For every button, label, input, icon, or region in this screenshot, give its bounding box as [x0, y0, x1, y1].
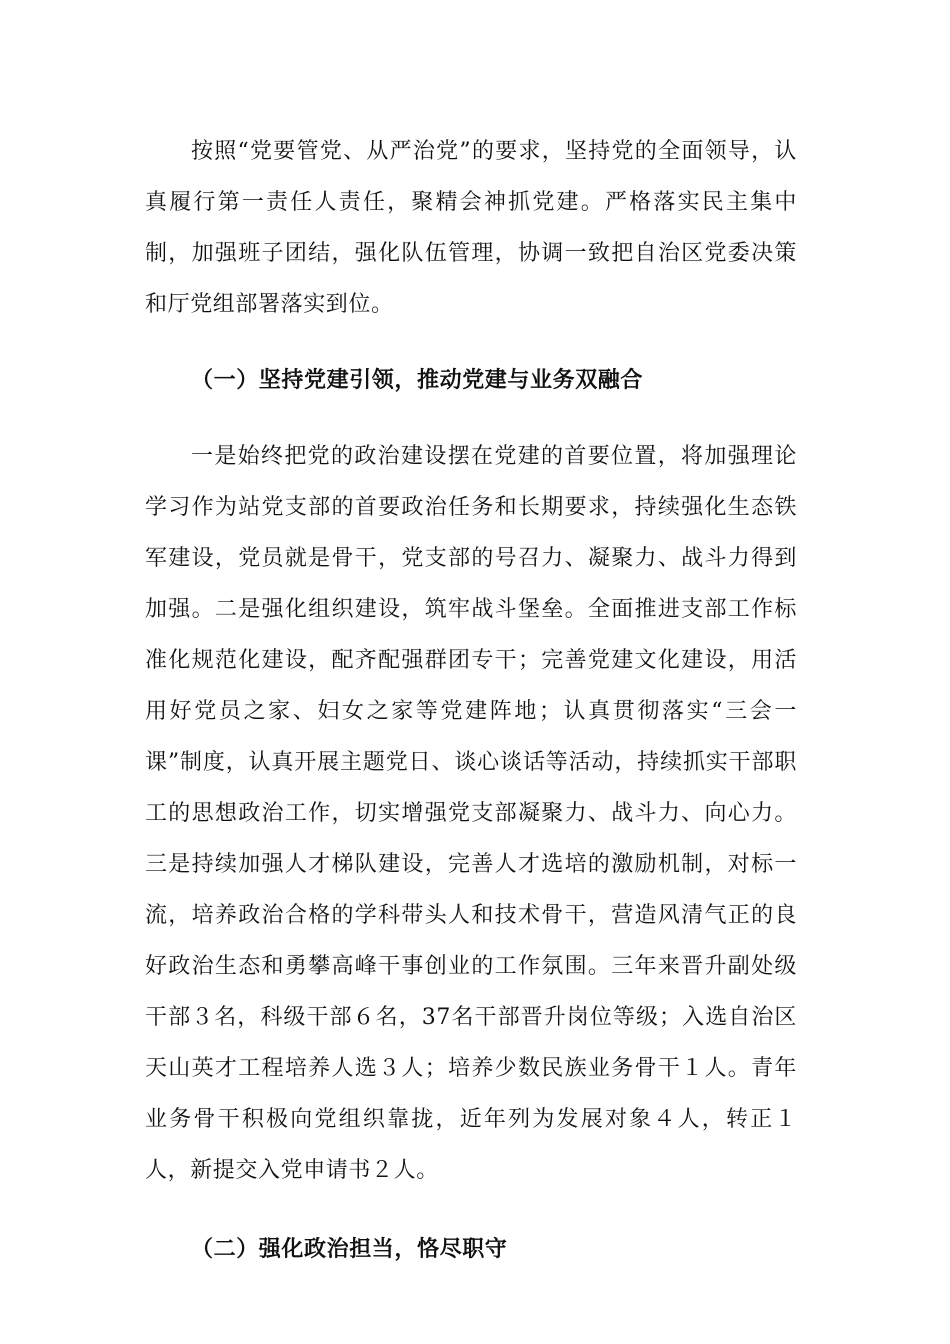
section-paragraph-1: 一是始终把党的政治建设摆在党建的首要位置，将加强理论学习作为站党支部的首要政治任务和长期要求，持续强化生态铁军建设，党员就是骨干，党支部的号召力、凝聚力、战斗力得到加强。二是强化组织建设，筑牢战斗堡垒。全面推进支部工作标准化规范化建设，配齐配强群团专干；完善党建文化建设，用活用好党员之家、妇女之家等党建阵地；认真贯彻落实“三会一课”制度，认真开展主题党日、谈心谈话等活动，持续抓实干部职工的思想政治工作，切实增强党支部凝聚力、战斗力、向心力。三是持续加强人才梯队建设，完善人才选培的激励机制，对标一流，培养政治合格的学科带头人和技术骨干，营造风清气正的良好政治生态和勇攀高峰干事创业的工作氛围。三年来晋升副处级干部３名，科级干部６名，37名干部晋升岗位等级；入选自治区天山英才工程培养人选３人；培养少数民族业务骨干１人。青年业务骨干积极向党组织靠拢，近年列为发展对象４人，转正１人，新提交入党申请书２人。 — [145, 444, 797, 1183]
section-heading-1: （一）坚持党建引领，推动党建与业务双融合 — [191, 367, 644, 393]
document-body — [145, 126, 797, 1275]
section-heading-2: （二）强化政治担当，恪尽职守 — [191, 1236, 508, 1262]
intro-paragraph: 按照“党要管党、从严治党”的要求，坚持党的全面领导，认真履行第一责任人责任，聚精会神抓党建。严格落实民主集中制，加强班子团结，强化队伍管理，协调一致把自治区党委决策和厅党组部署落实到位。 — [145, 139, 797, 317]
